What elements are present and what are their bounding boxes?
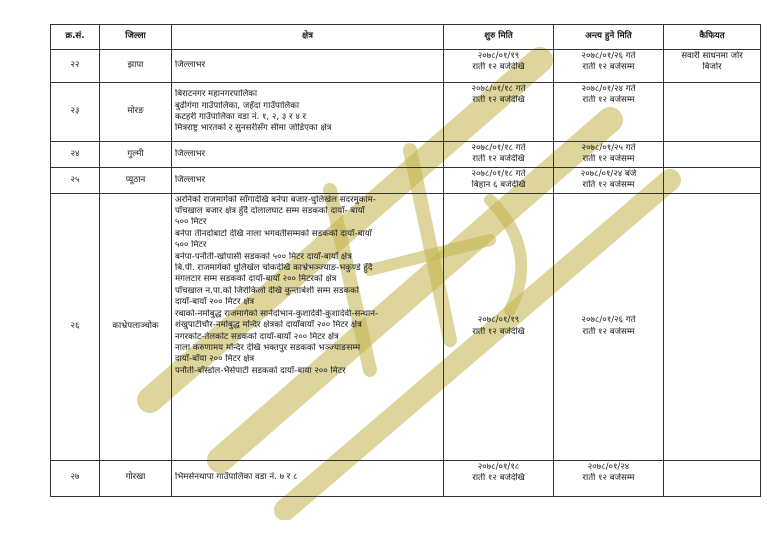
cell-remarks — [664, 193, 761, 460]
table-row — [51, 50, 761, 83]
header-district: जिल्ला — [100, 25, 172, 50]
table-row — [51, 460, 761, 496]
cell-area-line: जिल्लाभर — [175, 174, 206, 185]
cell-end-line: राति १२ बजेसम्म — [582, 180, 635, 191]
schedule-table — [50, 24, 761, 497]
cell-num: २७ — [51, 460, 100, 496]
cell-end-line: राती १२ बजेसम्म — [582, 154, 635, 165]
cell-area-line: दायाँ-बाँया २०० मिटर क्षेत्र — [175, 354, 255, 365]
cell-start-line: राती १२ बजेदेखि — [472, 95, 525, 106]
cell-area-line: बनेपा तीनदोबाटो देखि नाला भगवतीसम्मको सडकको दायाँ-बायाँ — [175, 228, 372, 239]
cell-end — [554, 83, 664, 142]
cell-area-line: ५०० मिटर — [175, 240, 207, 251]
cell-start-line: २०७८/०१/१८ गते — [471, 84, 526, 94]
cell-num: २६ — [51, 193, 100, 460]
cell-end — [554, 167, 664, 193]
header-num: क्र.सं. — [51, 25, 100, 50]
cell-start-line: राती १२ बजेदेखि — [472, 326, 525, 337]
cell-area — [172, 50, 444, 83]
cell-remarks — [664, 50, 761, 83]
cell-remarks — [664, 142, 761, 168]
cell-remarks-line: बिजोर — [702, 62, 722, 73]
header-start: शुरु मिति — [444, 25, 554, 50]
cell-num: २५ — [51, 167, 100, 193]
cell-area — [172, 460, 444, 496]
table-row — [51, 193, 761, 460]
cell-start-line: २०७८/०१/१९ — [477, 315, 520, 326]
cell-start-line: राती १२ बजेदेखि — [472, 473, 525, 484]
cell-area-line: बुढीगंगा गाउँपालिका, जहँदा गाउँपालिका — [175, 100, 300, 111]
cell-area-line: कटहरी गाउँपालिका वडा नं. १, २, ३ र ४ र — [175, 112, 307, 122]
cell-area-line: ५०० मिटर — [175, 217, 207, 228]
cell-num: २२ — [51, 50, 100, 83]
cell-remarks — [664, 460, 761, 496]
cell-district: गोरखा — [100, 460, 172, 496]
cell-end-line: २०७८/०१/२४ बजे — [580, 168, 637, 179]
cell-district: झापा — [100, 50, 172, 83]
cell-end-line: २०७८/०१/२४ — [587, 461, 630, 472]
table-row — [51, 83, 761, 142]
cell-end-line: २०७८/०१/२४ गते — [581, 84, 636, 94]
cell-area-line: मित्रराष्ट्र भारतको र सुनसरीसँग सीमा जोडिएका क्षेत्र — [175, 123, 332, 134]
cell-remarks-line: सवारी साधनमा जोर — [681, 51, 743, 61]
cell-end-line: राती १२ बजेसम्म — [582, 326, 635, 337]
cell-start — [444, 193, 554, 460]
cell-area-line: जिल्लाभर — [175, 60, 206, 71]
cell-end-line: २०७८/०१/२६ गते — [581, 315, 636, 326]
cell-end — [554, 50, 664, 83]
cell-area-line: अरनिको राजमार्गको साँगादेखि बनेपा बजार-धुलिखेल सदरमुकाम- — [175, 194, 376, 205]
cell-district: काभ्रेपलाञ्चोक — [100, 193, 172, 460]
cell-start-line: २०७८/०१/१८ गते — [471, 168, 526, 179]
cell-district: प्यूठान — [100, 167, 172, 193]
cell-start — [444, 83, 554, 142]
cell-area-line: नगरकोट-तेलकोट सडकको दायाँ-बायाँ २०० मिटर क्षेत्र — [175, 331, 339, 342]
cell-area — [172, 193, 444, 460]
cell-start — [444, 460, 554, 496]
cell-num: २४ — [51, 142, 100, 168]
header-area: क्षेत्र — [172, 25, 444, 50]
cell-area-line: जिल्लाभर — [175, 148, 206, 159]
cell-end — [554, 460, 664, 496]
cell-area — [172, 167, 444, 193]
cell-area-line: नाला करुणामय मन्दिर देखि भक्तपुर सडकको भञ्ज्याङसम्म — [175, 342, 361, 353]
table-row — [51, 167, 761, 193]
cell-district: गुल्मी — [100, 142, 172, 168]
cell-start-line: २०७८/०१/१९ — [477, 51, 520, 61]
cell-end — [554, 193, 664, 460]
table-row — [51, 142, 761, 168]
cell-area-line: मंगलटार सम्म सडकको दायाँ-बायाँ २०० मिटरको क्षेत्र — [175, 274, 337, 285]
cell-start — [444, 167, 554, 193]
cell-end-line: २०७८/०१/२६ गते — [581, 51, 636, 61]
cell-area-line: भिमसेनथापा गाउँपालिका वडा नं. ७ र ८ — [175, 472, 298, 483]
cell-start — [444, 142, 554, 168]
cell-start-line: २०७८/०१/१८ गते — [471, 143, 526, 153]
cell-end-line: २०७८/०१/२५ गते — [581, 143, 636, 153]
cell-area — [172, 83, 444, 142]
cell-end — [554, 142, 664, 168]
cell-area-line: बनेपा-पनौती-खोपासी सडकको ५०० मिटर दायाँ-बायाँ क्षेत्र — [175, 251, 352, 262]
cell-end-line: राती १२ बजेसम्म — [582, 95, 635, 106]
cell-area-line: पनौती-बाँस्डोल-भैसेपाटी सडकको दायाँ-बाया २०० मिटर — [175, 365, 346, 376]
cell-area-line: बि.पी. राजमार्गको धुलिखेल चोकदेखि काभ्रेभञ्ज्याङ-भकुण्डे हुँदै — [175, 263, 373, 274]
cell-start-line: राती १२ बजेदेखि — [472, 62, 525, 73]
cell-area-line: पाँचखाल न.पा.को जिरोकिलो देखि कुन्ताबेशी सम्म सडकको — [175, 285, 359, 296]
header-remarks: कैफियत — [664, 25, 761, 50]
cell-area-line: रबाको-नमोबुद्ध राजमार्गको सानेदोभान-कुशादेवी-कुशादेवी-सन्धान- — [175, 308, 379, 319]
cell-district: मोरङ — [100, 83, 172, 142]
cell-start-line: राती १२ बजेदेखि — [472, 154, 525, 165]
cell-area-line: बिराटनगर महानगरपालिका — [175, 89, 258, 100]
cell-start-line: २०७८/०१/१८ — [477, 461, 520, 472]
header-end: अन्त्य हुने मिति — [554, 25, 664, 50]
cell-num: २३ — [51, 83, 100, 142]
cell-area-line: दायाँ-बायाँ २०० मिटर क्षेत्र — [175, 297, 255, 308]
cell-remarks — [664, 83, 761, 142]
cell-end-line: राती १२ बजेसम्म — [582, 473, 635, 484]
cell-area — [172, 142, 444, 168]
cell-area-line: शंखुपाटीचौर-नमोबुद्ध मन्दिर क्षेत्रको दायाँबायाँ २०० मिटर क्षेत्र — [175, 320, 362, 331]
cell-end-line: राती १२ बजेसम्म — [582, 62, 635, 73]
cell-start-line: बिहान ६ बजेदेखि — [471, 180, 526, 191]
header-row — [51, 25, 761, 50]
cell-start — [444, 50, 554, 83]
cell-area-line: पाँचखाल बजार क्षेत्र हुँदै दोलालघाट सम्म सडकको दायाँ- बायाँ — [175, 206, 365, 217]
cell-remarks — [664, 167, 761, 193]
